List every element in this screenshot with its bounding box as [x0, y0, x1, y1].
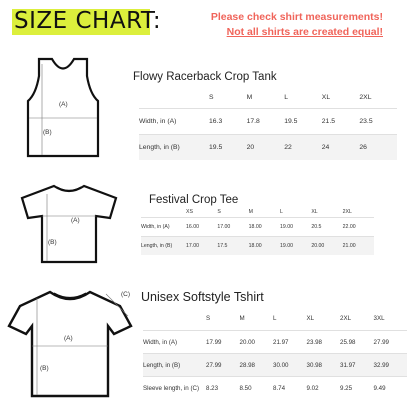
table-cell: 17.00 [186, 237, 217, 256]
table-cell: 32.99 [374, 354, 408, 377]
size-header: XL [311, 207, 342, 218]
tee-outline [22, 186, 116, 262]
size-header: S [217, 207, 248, 218]
row-label: Width, in [143, 338, 168, 346]
table-cell: 8.74 [273, 377, 307, 400]
tee-title: Festival Crop Tee [149, 194, 239, 206]
tshirt-label-a: (A) [64, 335, 73, 342]
tank-title: Flowy Racerback Crop Tank [133, 71, 277, 83]
row-code: (A) [168, 338, 178, 346]
tank-label-a: (A) [59, 101, 68, 108]
tshirt-diagram [6, 282, 138, 400]
table-cell: 19.00 [280, 218, 311, 237]
tee-label-b: (B) [48, 239, 57, 246]
size-header: M [247, 86, 285, 109]
row-code: (B) [165, 243, 173, 249]
size-header: 2XL [359, 86, 397, 109]
table-row [139, 135, 397, 161]
table-row [143, 331, 407, 354]
tee-header-row [141, 207, 374, 218]
table-cell: 27.99 [206, 354, 240, 377]
table-cell: 19.5 [209, 135, 247, 161]
table-cell: 8.50 [240, 377, 274, 400]
table-cell: 16.00 [186, 218, 217, 237]
table-cell: 24 [322, 135, 360, 161]
table-cell: 19.5 [284, 109, 322, 135]
size-header: S [209, 86, 247, 109]
table-cell: 17.5 [217, 237, 248, 256]
row-label: Width, in [139, 118, 166, 125]
table-cell: 23.98 [307, 331, 341, 354]
table-row [143, 377, 407, 400]
tank-header-row [139, 86, 397, 109]
table-cell: 17.8 [247, 109, 285, 135]
tank-diagram [22, 56, 104, 160]
row-label: Width, in [141, 224, 162, 230]
tee-diagram [18, 182, 120, 268]
row-code: (B) [170, 144, 180, 151]
warning-line-2: Not all shirts are created equal! [226, 26, 383, 38]
table-cell: 9.25 [340, 377, 374, 400]
size-header: 2XL [340, 306, 374, 331]
size-header: M [240, 306, 274, 331]
table-cell: 28.98 [240, 354, 274, 377]
size-header: XL [307, 306, 341, 331]
size-header: M [249, 207, 280, 218]
table-cell: 19.00 [280, 237, 311, 256]
table-cell: 20.5 [311, 218, 342, 237]
row-code: (B) [171, 361, 181, 369]
table-cell: 20.00 [311, 237, 342, 256]
table-cell: 8.23 [206, 377, 240, 400]
tank-table [139, 86, 397, 160]
tshirt-label-c: (C) [121, 291, 131, 298]
table-row [139, 109, 397, 135]
size-header: XL [322, 86, 360, 109]
table-cell: 9.49 [374, 377, 408, 400]
size-header: 2XL [343, 207, 374, 218]
tank-label-b: (B) [43, 129, 52, 136]
tee-label-a: (A) [71, 217, 80, 224]
table-cell: 9.02 [307, 377, 341, 400]
table-cell: 25.98 [340, 331, 374, 354]
table-cell: 20 [247, 135, 285, 161]
table-cell: 16.3 [209, 109, 247, 135]
tshirt-table [143, 306, 407, 399]
size-header: L [284, 86, 322, 109]
tshirt-label-b: (B) [40, 365, 49, 372]
table-row [141, 237, 374, 256]
table-cell: 18.00 [249, 237, 280, 256]
table-row [143, 354, 407, 377]
row-code: (A) [167, 118, 177, 125]
table-cell: 30.98 [307, 354, 341, 377]
size-header: XS [186, 207, 217, 218]
table-cell: 18.00 [249, 218, 280, 237]
table-cell: 23.5 [359, 109, 397, 135]
row-code: (A) [162, 224, 170, 230]
row-label: Sleeve length, in [143, 384, 189, 392]
table-cell: 31.97 [340, 354, 374, 377]
table-cell: 27.99 [374, 331, 408, 354]
size-header: S [206, 306, 240, 331]
table-cell: 17.99 [206, 331, 240, 354]
row-label: Length, in [143, 361, 171, 369]
table-cell: 21.97 [273, 331, 307, 354]
row-code: (C) [190, 384, 200, 392]
tshirt-header-row [143, 306, 407, 331]
tee-table [141, 207, 374, 255]
page-title: SIZE CHART: [14, 8, 162, 34]
table-cell: 22.00 [343, 218, 374, 237]
table-cell: 30.00 [273, 354, 307, 377]
tshirt-title: Unisex Softstyle Tshirt [141, 290, 264, 304]
warning-line-1: Please check shirt measurements! [210, 11, 383, 23]
size-header: L [273, 306, 307, 331]
table-cell: 17.00 [217, 218, 248, 237]
table-cell: 26 [359, 135, 397, 161]
row-label: Length, in [139, 144, 169, 151]
row-label: Length, in [141, 243, 164, 249]
table-cell: 22 [284, 135, 322, 161]
table-cell: 21.5 [322, 109, 360, 135]
table-cell: 21.00 [343, 237, 374, 256]
size-header: 3XL [374, 306, 408, 331]
size-header: L [280, 207, 311, 218]
table-cell: 20.00 [240, 331, 274, 354]
table-row [141, 218, 374, 237]
tshirt-outline [9, 292, 131, 396]
